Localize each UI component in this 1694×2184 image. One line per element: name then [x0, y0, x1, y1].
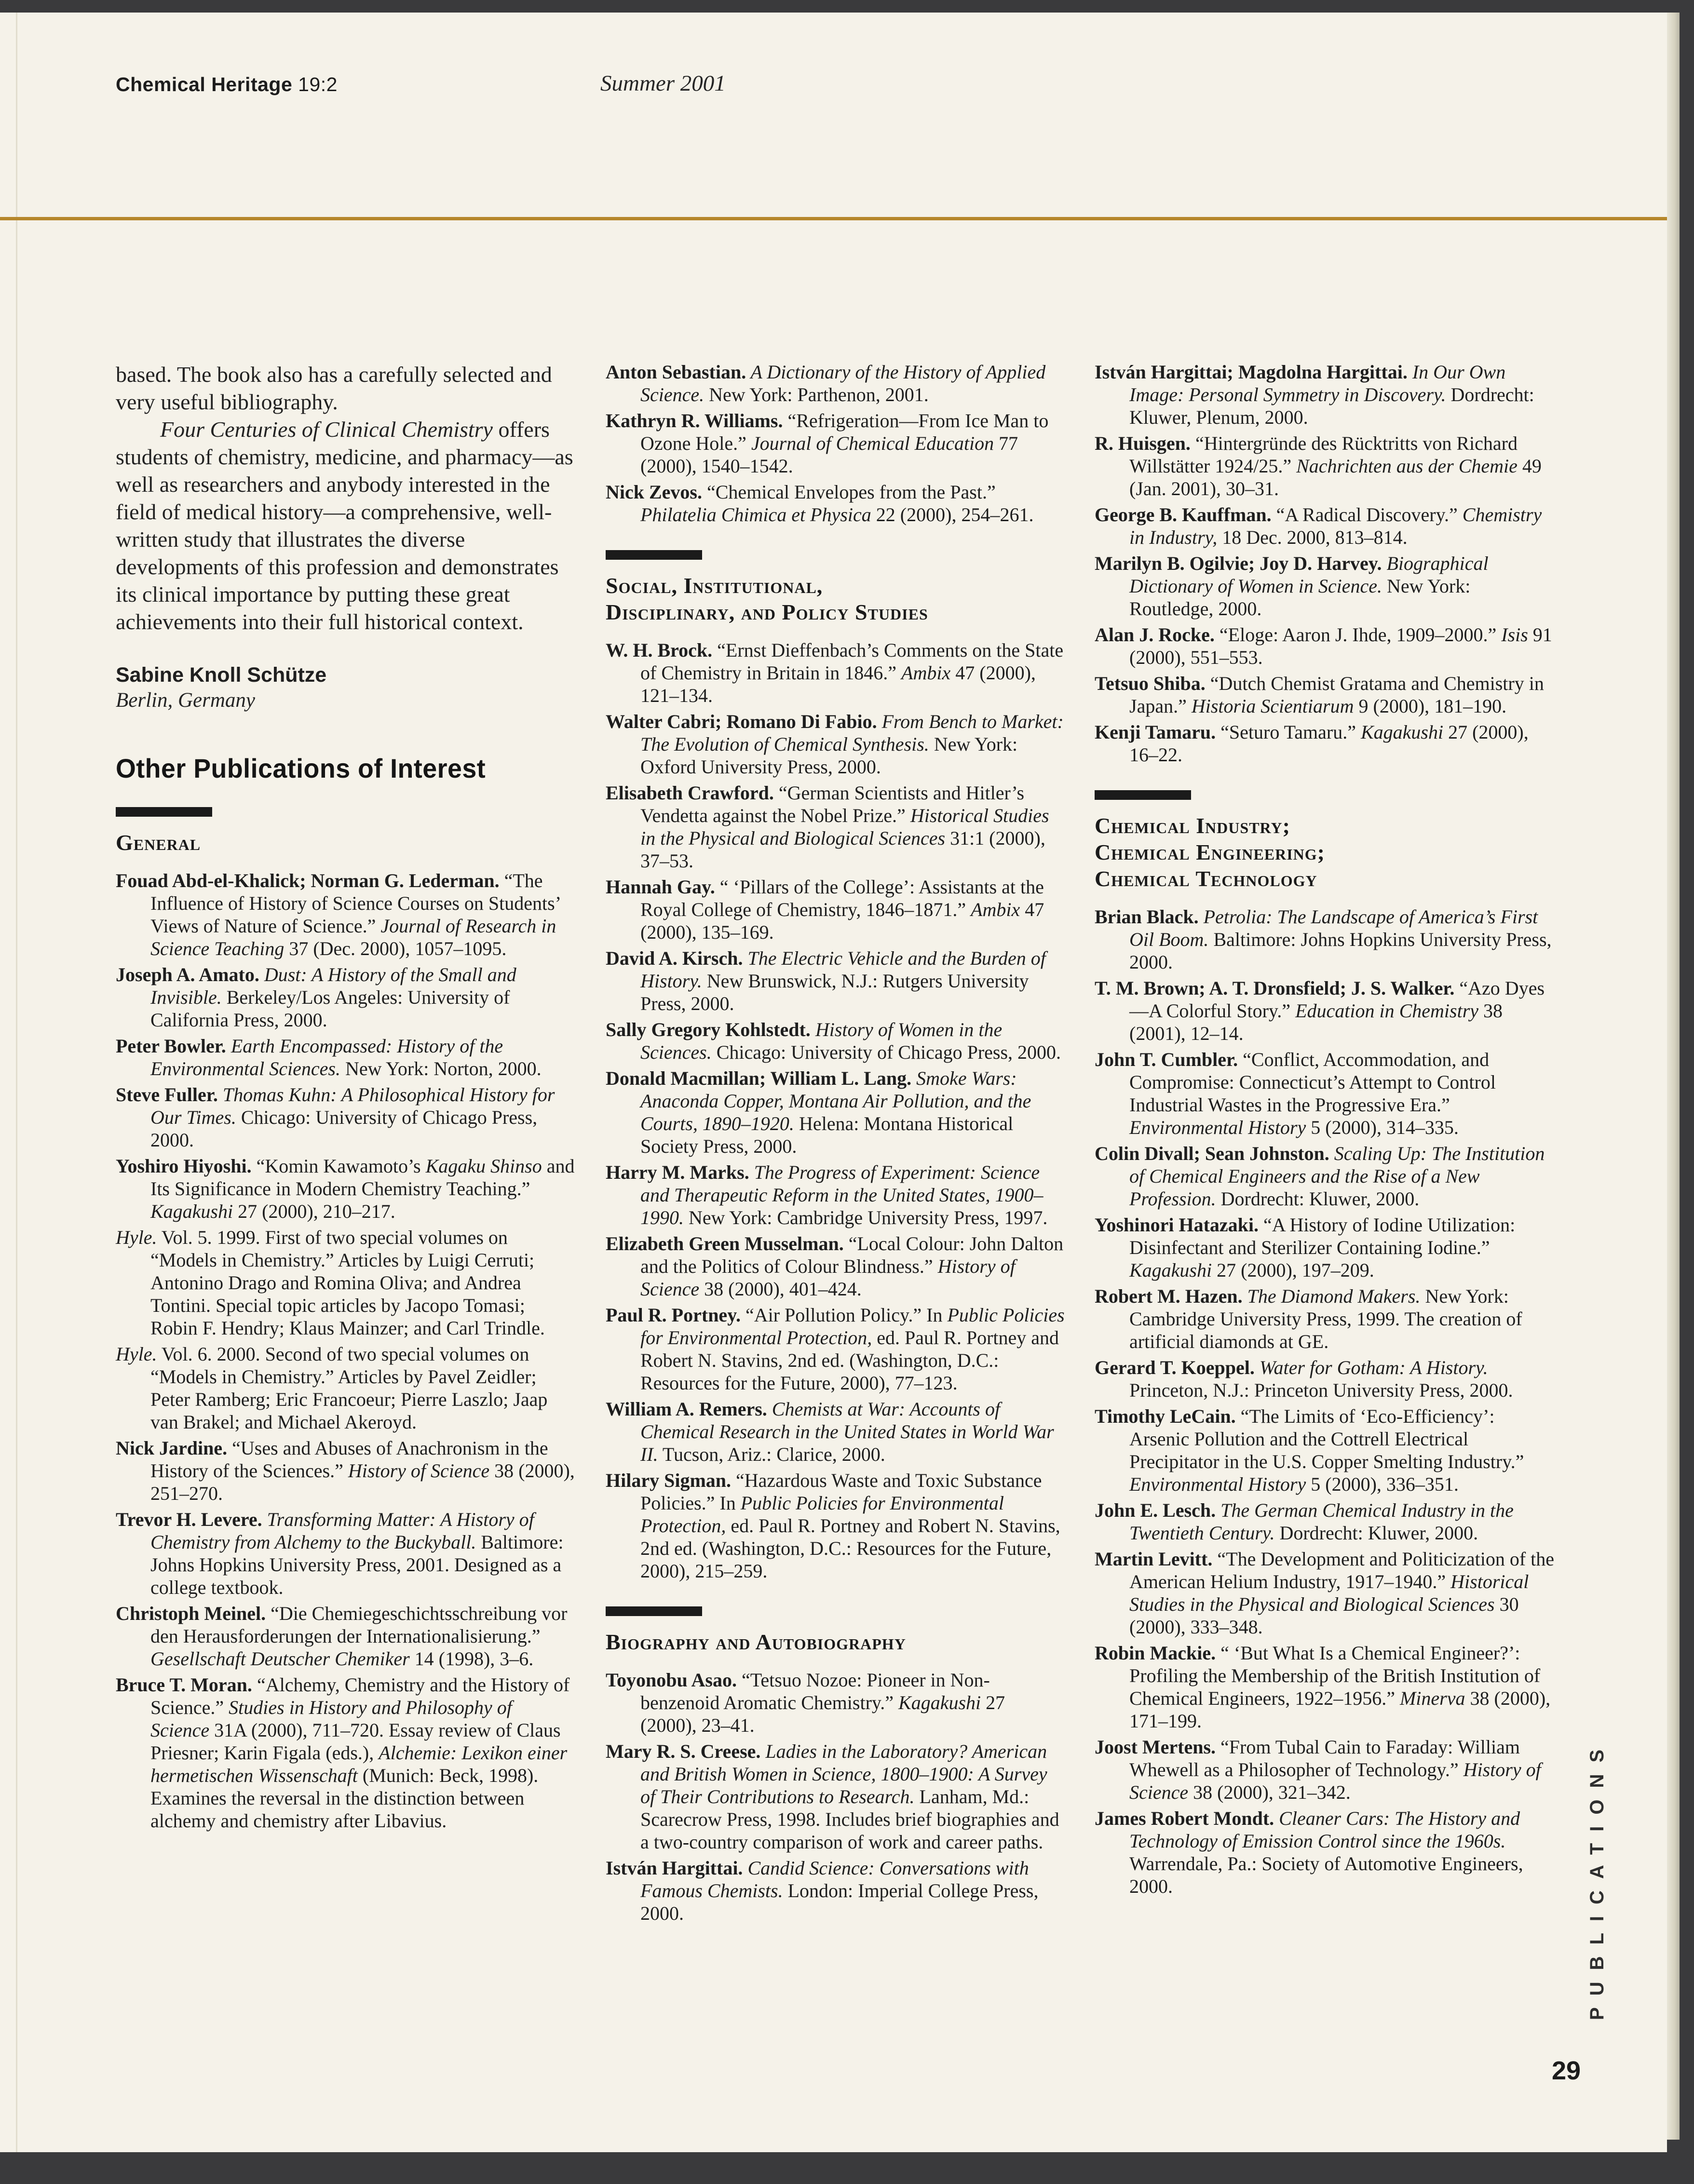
entry-text: 38 (2000), 171–199.: [1129, 1687, 1551, 1732]
entry-text: 27 (2000), 197–209.: [1212, 1259, 1374, 1281]
entry-work-title: Chemistry in Industry,: [1129, 504, 1542, 548]
bibliography-entry: [1095, 977, 1557, 1045]
entry-author: Donald Macmillan; William L. Lang.: [606, 1067, 912, 1089]
entry-author: Robin Mackie.: [1095, 1642, 1216, 1664]
entry-text: Lanham, Md.: Scarecrow Press, 1998. Includes brief biographies and a two-country comparison of work and career paths.: [640, 1786, 1059, 1853]
entry-text: Vol. 6. 2000. Second of two special volumes on “Models in Chemistry.” Articles by Pavel Zeidler; Peter Ramberg; Eric Francoeur; Pierre Laszlo; Jaap van Brakel; and Michael Akeroyd.: [150, 1343, 548, 1433]
entry-text: “Hazardous Waste and Toxic Substance Policies.” In: [640, 1469, 1042, 1514]
entry-text: 27 (2000), 210–217.: [233, 1200, 395, 1222]
entry-work-title: Historia Scientiarum: [1191, 695, 1354, 717]
entry-work-title: Transforming Matter: A History of Chemistry from Alchemy to the Buckyball.: [150, 1509, 534, 1553]
entry-author: Elisabeth Crawford.: [606, 782, 774, 804]
entry-text: Berkeley/Los Angeles: University of California Press, 2000.: [150, 986, 510, 1031]
reviewer-location: Berlin, Germany: [116, 689, 255, 712]
entry-author: Mary R. S. Creese.: [606, 1740, 761, 1762]
entry-work-title: History of Science: [1129, 1759, 1541, 1803]
entry-author: Gerard T. Koeppel.: [1095, 1357, 1255, 1378]
entry-text: Tucson, Ariz.: Clarice, 2000.: [658, 1443, 885, 1465]
entry-text: Baltimore: Johns Hopkins University Press, 2000.: [1129, 929, 1552, 973]
entry-author: Yoshinori Hatazaki.: [1095, 1214, 1259, 1236]
entry-work-title: Kagaku Shinso: [425, 1155, 542, 1177]
entry-text: ed. Paul R. Portney and Robert N. Stavins, 2nd ed. (Washington, D.C.: Resources for the Future, 2000), 77–123.: [640, 1327, 1059, 1394]
entry-work-title: Alchemie: Lexikon einer hermetischen Wissenschaft: [150, 1742, 568, 1786]
column-middle: [606, 361, 1065, 1928]
entry-author: Steve Fuller.: [116, 1084, 218, 1105]
page-title: Other Publications of Interest: [116, 753, 486, 783]
bibliography-entry: [116, 1343, 575, 1433]
entry-author: Bruce T. Moran.: [116, 1674, 252, 1696]
entry-author: Colin Divall; Sean Johnston.: [1095, 1143, 1329, 1164]
entry-text: “Chemical Envelopes from the Past.”: [702, 481, 996, 503]
entry-text: “Dutch Chemist Gratama and Chemistry in Japan.”: [1129, 673, 1544, 717]
entry-text: New York: Parthenon, 2001.: [704, 384, 929, 405]
entry-work-title: Ladies in the Laboratory? American and British Women in Science, 1800–1900: A Survey of Their Contributions to Research.: [640, 1740, 1047, 1807]
bibliography-entry: [606, 409, 1065, 477]
entry-work-title: Kagakushi: [150, 1200, 233, 1222]
bibliography-entry: [1095, 503, 1557, 549]
page-surface: [0, 13, 1667, 2152]
entry-text: ed. Paul R. Portney and Robert N. Stavins, 2nd ed. (Washington, D.C.: Resources for the Future, 2000), 215–259.: [640, 1515, 1060, 1582]
entry-work-title: Historical Studies in the Physical and Biological Sciences: [640, 805, 1049, 849]
entry-text: 37 (Dec. 2000), 1057–1095.: [284, 938, 507, 959]
entry-text: Warrendale, Pa.: Society of Automotive Engineers, 2000.: [1129, 1853, 1523, 1897]
entry-text: New York: Routledge, 2000.: [1129, 575, 1471, 620]
entry-work-title: Historical Studies in the Physical and Biological Sciences: [1129, 1571, 1529, 1615]
entry-work-title: History of Science: [640, 1255, 1016, 1300]
text-segment: based. The book also has a carefully selected and very useful bibliography.: [116, 362, 552, 414]
section-heading-line: Chemical Industry;: [1095, 813, 1290, 838]
entry-text: 77 (2000), 1540–1542.: [640, 432, 1018, 477]
entry-author: Joost Mertens.: [1095, 1736, 1216, 1758]
entry-work-title: Studies in History and Philosophy of Science: [150, 1697, 512, 1741]
bibliography-entry: [1095, 1356, 1557, 1402]
entry-work-title: Journal of Research in Science Teaching: [150, 915, 556, 959]
entry-author: Joseph A. Amato.: [116, 964, 259, 985]
entry-work-title: Ambix: [901, 662, 951, 684]
bibliography-entry: [116, 1602, 575, 1670]
entry-author: Kathryn R. Williams.: [606, 410, 783, 431]
bibliography-entry: [606, 1304, 1065, 1394]
entry-work-title: Scaling Up: The Institution of Chemical Engineers and the Rise of a New Profession.: [1129, 1143, 1545, 1210]
bibliography-entry: [606, 1161, 1065, 1229]
entry-work-title: Gesellschaft Deutscher Chemiker: [150, 1648, 410, 1670]
entry-work-title: Public Policies for Environmental Protection,: [640, 1304, 1065, 1348]
entry-text: “Eloge: Aaron J. Ihde, 1909–2000.”: [1214, 624, 1502, 646]
section-heading: [606, 1606, 1065, 1655]
entry-work-title: Chemists at War: Accounts of Chemical Research in the United States in World War II.: [640, 1398, 1054, 1465]
entry-author: Peter Bowler.: [116, 1035, 226, 1057]
entry-author: Toyonobu Asao.: [606, 1669, 737, 1691]
entry-text: 30 (2000), 333–348.: [1129, 1593, 1519, 1638]
entry-work-title: Hyle.: [116, 1227, 157, 1248]
entry-text: 91 (2000), 551–553.: [1129, 624, 1552, 668]
entry-work-title: Public Policies for Environmental Protection,: [640, 1492, 1004, 1537]
page-number: 29: [1552, 2056, 1581, 2085]
bibliography-entry: [1095, 1142, 1557, 1210]
bibliography-entry: [606, 1669, 1065, 1737]
entry-author: Elizabeth Green Musselman.: [606, 1233, 844, 1254]
entry-text: and Its Significance in Modern Chemistry Teaching.”: [150, 1155, 575, 1200]
entry-work-title: From Bench to Market: The Evolution of Chemical Synthesis.: [640, 711, 1064, 755]
entry-author: Anton Sebastian.: [606, 361, 746, 383]
bibliography-entry: [116, 1508, 575, 1599]
entry-text: London: Imperial College Press, 2000.: [640, 1880, 1039, 1924]
entry-text: 27 (2000), 23–41.: [640, 1692, 1005, 1736]
entry-text: Chicago: University of Chicago Press, 2000.: [150, 1106, 538, 1151]
text-segment: offers students of chemistry, medicine, and pharmacy—as well as researchers and anybody interested in the field of medical history—a comprehensive, well-written study that illustrates the diverse developments of this profession and demonstrates its clinical importance by putting these great achievements into their full historical context.: [116, 417, 573, 634]
entry-text: (Munich: Beck, 1998). Examines the reversal in the distinction between alchemy and chemistry after Libavius.: [150, 1765, 539, 1832]
entry-text: 31A (2000), 711–720. Essay review of Claus Priesner; Karin Figala (eds.),: [150, 1719, 561, 1764]
entry-work-title: Smoke Wars: Anaconda Copper, Montana Air Pollution, and the Courts, 1890–1920.: [640, 1067, 1031, 1134]
entry-author: John T. Cumbler.: [1095, 1049, 1238, 1070]
entry-text: 38 (2000), 401–424.: [699, 1278, 862, 1300]
entry-work-title: Kagakushi: [1129, 1259, 1212, 1281]
entry-author: Tetsuo Shiba.: [1095, 673, 1206, 694]
bibliography-entry: [606, 481, 1065, 526]
entry-author: Fouad Abd-el-Khalick; Norman G. Lederman.: [116, 870, 500, 891]
entry-text: Princeton, N.J.: Princeton University Press, 2000.: [1129, 1379, 1513, 1401]
entry-text: 38 (2000), 321–342.: [1188, 1781, 1351, 1803]
entry-work-title: Environmental History: [1129, 1117, 1306, 1138]
entry-text: 31:1 (2000), 37–53.: [640, 827, 1045, 872]
column-left: [116, 361, 575, 1835]
entry-author: Kenji Tamaru.: [1095, 721, 1216, 743]
entry-text: Dordrecht: Kluwer, Plenum, 2000.: [1129, 384, 1534, 428]
bibliography-entry: [1095, 1285, 1557, 1353]
entry-author: Sally Gregory Kohlstedt.: [606, 1019, 811, 1040]
entry-author: Nick Jardine.: [116, 1437, 228, 1459]
entry-author: Walter Cabri; Romano Di Fabio.: [606, 711, 877, 732]
section-rule-bar: [116, 807, 212, 817]
bibliography-entry: [606, 1857, 1065, 1925]
entry-text: “Komin Kawamoto’s: [251, 1155, 426, 1177]
entry-work-title: A Dictionary of the History of Applied Science.: [640, 361, 1046, 405]
bibliography-entry: [606, 1469, 1065, 1582]
entry-work-title: Nachrichten aus der Chemie: [1296, 455, 1518, 477]
entry-text: Chicago: University of Chicago Press, 2000.: [711, 1041, 1061, 1063]
entry-work-title: History of Science: [348, 1460, 490, 1482]
entry-work-title: Cleaner Cars: The History and Technology of Emission Control since the 1960s.: [1129, 1807, 1520, 1852]
entry-author: George B. Kauffman.: [1095, 504, 1272, 526]
entry-author: John E. Lesch.: [1095, 1499, 1216, 1521]
entry-text: “Tetsuo Nozoe: Pioneer in Non-benzenoid Aromatic Chemistry.”: [640, 1669, 990, 1713]
entry-author: Yoshiro Hiyoshi.: [116, 1155, 252, 1177]
masthead: [116, 73, 338, 96]
section-heading: [116, 807, 575, 856]
reviewer-name: Sabine Knoll Schütze: [116, 663, 327, 687]
entry-work-title: Education in Chemistry: [1295, 1000, 1479, 1022]
gold-divider-rule: [0, 217, 1667, 220]
entry-author: István Hargittai.: [606, 1857, 743, 1879]
column-right: [1095, 361, 1557, 1901]
entry-author: Alan J. Rocke.: [1095, 624, 1215, 646]
entry-text: “Die Chemiegeschichtsschreibung vor den Herausforderungen der Internationalisierung.”: [150, 1603, 568, 1647]
entry-author: Robert M. Hazen.: [1095, 1285, 1243, 1307]
entry-work-title: The Progress of Experiment: Science and Therapeutic Reform in the United States, 1900–1990.: [640, 1161, 1044, 1228]
bibliography-entry: [606, 1232, 1065, 1300]
entry-text: Vol. 5. 1999. First of two special volumes on “Models in Chemistry.” Articles by Luigi Cerruti; Antonino Drago and Romina Oliva; and Andrea Tontini. Special topic articles by Jacopo Tomasi; Robin F. Hendry; Klaus Mainzer; and Carl Trindle.: [150, 1227, 545, 1339]
entry-text: Helena: Montana Historical Society Press, 2000.: [640, 1113, 1014, 1157]
entry-work-title: Earth Encompassed: History of the Environmental Sciences.: [150, 1035, 503, 1079]
bibliography-entry: [606, 361, 1065, 406]
entry-author: Hannah Gay.: [606, 876, 715, 898]
entry-text: 38 (2001), 12–14.: [1129, 1000, 1503, 1044]
bibliography-entry: [1095, 1405, 1557, 1496]
entry-work-title: History of Women in the Sciences.: [640, 1019, 1003, 1063]
section-heading-line: Social, Institutional,: [606, 573, 823, 598]
section-side-label: PUBLICATIONS: [1586, 1738, 1608, 2020]
section-heading: [606, 550, 1065, 625]
entry-work-title: The German Chemical Industry in the Twentieth Century.: [1129, 1499, 1514, 1544]
bibliography-entry: [606, 1067, 1065, 1158]
entry-text: “ ‘But What Is a Chemical Engineer?’: Profiling the Membership of the British Institution of Chemical Engineers, 1922–1956.”: [1129, 1642, 1541, 1709]
entry-text: “Conflict, Accommodation, and Compromise: Connecticut’s Attempt to Control Industrial Wastes in the Progressive Era.”: [1129, 1049, 1496, 1116]
entry-text: 22 (2000), 254–261.: [871, 504, 1034, 526]
entry-author: Christoph Meinel.: [116, 1603, 266, 1624]
journal-issue: 19:2: [298, 73, 338, 95]
entry-text: “Uses and Abuses of Anachronism in the History of the Sciences.”: [150, 1437, 548, 1482]
entry-text: “German Scientists and Hitler’s Vendetta against the Nobel Prize.”: [640, 782, 1025, 826]
entry-author: Brian Black.: [1095, 906, 1199, 928]
entry-text: New York: Oxford University Press, 2000.: [640, 733, 1018, 778]
entry-author: R. Huisgen.: [1095, 432, 1191, 454]
bibliography-entry: [1095, 552, 1557, 620]
entry-text: “From Tubal Cain to Faraday: William Whewell as a Philosopher of Technology.”: [1129, 1736, 1520, 1780]
bibliography-entry: [606, 710, 1065, 778]
entry-work-title: The Electric Vehicle and the Burden of History.: [640, 947, 1046, 992]
entry-text: “The Influence of History of Science Courses on Students’ Views of Nature of Science.”: [150, 870, 560, 937]
entry-text: “Local Colour: John Dalton and the Politics of Colour Blindness.”: [640, 1233, 1064, 1277]
entry-text: “Seturo Tamaru.”: [1216, 721, 1361, 743]
section-rule-bar: [606, 550, 702, 560]
entry-text: “Hintergründe des Rücktritts von Richard Willstätter 1924/25.”: [1129, 432, 1518, 477]
bibliography-entry: [116, 1155, 575, 1223]
entry-text: Dordrecht: Kluwer, 2000.: [1216, 1188, 1420, 1210]
bibliography-entry: [116, 963, 575, 1031]
bibliography-entry: [1095, 905, 1557, 973]
section-heading-line: Disciplinary, and Policy Studies: [606, 600, 928, 624]
bibliography-entry: [1095, 721, 1557, 766]
entry-author: Nick Zevos.: [606, 481, 702, 503]
entry-work-title: Candid Science: Conversations with Famous Chemists.: [640, 1857, 1029, 1901]
entry-work-title: Journal of Chemical Education: [751, 432, 994, 454]
bibliography-entry: [116, 1083, 575, 1151]
entry-text: 47 (2000), 135–169.: [640, 899, 1044, 943]
entry-work-title: Hyle.: [116, 1343, 157, 1365]
entry-work-title: Kagakushi: [898, 1692, 981, 1713]
bibliography-entry: [1095, 1642, 1557, 1732]
entry-text: Dordrecht: Kluwer, 2000.: [1274, 1522, 1478, 1544]
entry-text: “A History of Iodine Utilization: Disinfectant and Sterilizer Containing Iodine.”: [1129, 1214, 1516, 1258]
entry-text: 27 (2000), 16–22.: [1129, 721, 1529, 766]
entry-author: Harry M. Marks.: [606, 1161, 749, 1183]
intro-paragraph: [116, 361, 575, 416]
entry-author: Timothy LeCain.: [1095, 1405, 1236, 1427]
entry-work-title: Minerva: [1399, 1687, 1465, 1709]
bibliography-entry: [1095, 1736, 1557, 1804]
entry-work-title: Water for Gotham: A History.: [1254, 1357, 1488, 1378]
entry-author: Marilyn B. Ogilvie; Joy D. Harvey.: [1095, 553, 1382, 574]
bibliography-entry: [606, 1018, 1065, 1064]
entry-text: “A Radical Discovery.”: [1271, 504, 1463, 526]
bibliography-entry: [116, 1673, 575, 1832]
entry-text: New York: Cambridge University Press, 1997.: [684, 1207, 1048, 1228]
bibliography-entry: [606, 639, 1065, 707]
entry-work-title: Thomas Kuhn: A Philosophical History for Our Times.: [150, 1084, 555, 1128]
entry-work-title: Dust: A History of the Small and Invisible.: [150, 964, 516, 1008]
bibliography-entry: [1095, 1048, 1557, 1139]
entry-text: 18 Dec. 2000, 813–814.: [1217, 526, 1408, 548]
entry-work-title: Petrolia: The Landscape of America’s First Oil Boom.: [1129, 906, 1538, 950]
entry-author: Hilary Sigman.: [606, 1469, 732, 1491]
entry-text: 9 (2000), 181–190.: [1354, 695, 1507, 717]
entry-text: “Ernst Dieffenbach’s Comments on the State of Chemistry in Britain in 1846.”: [640, 639, 1064, 684]
entry-author: Martin Levitt.: [1095, 1548, 1213, 1570]
bibliography-entry: [606, 1740, 1065, 1853]
bibliography-entry: [1095, 623, 1557, 669]
entry-text: 38 (2000), 251–270.: [150, 1460, 575, 1504]
bibliography-entry: [1095, 432, 1557, 500]
bibliography-entry: [1095, 1213, 1557, 1281]
text-segment: Four Centuries of Clinical Chemistry: [160, 417, 493, 442]
page-crease-line: [16, 13, 17, 2152]
section-heading: [1095, 790, 1557, 892]
entry-text: “The Development and Politicization of the American Helium Industry, 1917–1940.”: [1129, 1548, 1555, 1592]
bibliography-entry: [116, 1226, 575, 1339]
entry-text: “Air Pollution Policy.” In: [740, 1304, 948, 1326]
entry-text: New York: Cambridge University Press, 1999. The creation of artificial diamonds at GE.: [1129, 1285, 1522, 1352]
entry-author: Trevor H. Levere.: [116, 1509, 262, 1530]
entry-text: “ ‘Pillars of the College’: Assistants at the Royal College of Chemistry, 1846–1871.”: [640, 876, 1044, 920]
entry-work-title: Environmental History: [1129, 1473, 1306, 1495]
page-stack-edge: [1667, 13, 1680, 2140]
section-heading-line: Biography and Autobiography: [606, 1630, 906, 1654]
bibliography-entry: [1095, 1807, 1557, 1898]
entry-text: New York: Norton, 2000.: [340, 1058, 542, 1079]
entry-work-title: Kagakushi: [1360, 721, 1444, 743]
intro-paragraph: [116, 416, 575, 635]
entry-author: István Hargittai; Magdolna Hargittai.: [1095, 361, 1408, 383]
entry-author: James Robert Mondt.: [1095, 1807, 1274, 1829]
entry-text: “Azo Dyes—A Colorful Story.”: [1129, 977, 1545, 1022]
section-rule-bar: [1095, 790, 1191, 800]
entry-text: 5 (2000), 314–335.: [1306, 1117, 1459, 1138]
entry-text: Baltimore: Johns Hopkins University Press, 2001. Designed as a college textbook.: [150, 1531, 564, 1598]
bibliography-entry: [606, 1398, 1065, 1466]
bibliography-entry: [606, 782, 1065, 872]
entry-work-title: Isis: [1501, 624, 1528, 646]
entry-author: T. M. Brown; A. T. Dronsfield; J. S. Walker.: [1095, 977, 1455, 999]
entry-text: 14 (1998), 3–6.: [409, 1648, 534, 1670]
bibliography-entry: [116, 1035, 575, 1080]
bibliography-entry: [1095, 1499, 1557, 1544]
bibliography-entry: [606, 947, 1065, 1015]
bibliography-entry: [1095, 361, 1557, 429]
section-heading-line: General: [116, 830, 201, 855]
section-rule-bar: [606, 1606, 702, 1616]
entry-text: 47 (2000), 121–134.: [640, 662, 1036, 706]
entry-text: 49 (Jan. 2001), 30–31.: [1129, 455, 1542, 499]
entry-work-title: The Diamond Makers.: [1242, 1285, 1421, 1307]
entry-text: “The Limits of ‘Eco-Efficiency’: Arsenic Pollution and the Cottrell Electrical Precipitator in the U.S. Copper Smelting Industry.”: [1129, 1405, 1524, 1472]
bibliography-entry: [116, 869, 575, 960]
entry-work-title: Philatelia Chimica et Physica: [640, 504, 871, 526]
entry-text: “Alchemy, Chemistry and the History of Science.”: [150, 1674, 570, 1718]
entry-work-title: Biographical Dictionary of Women in Science.: [1129, 553, 1489, 597]
section-heading-line: Chemical Engineering;: [1095, 840, 1325, 864]
journal-title: Chemical Heritage: [116, 73, 293, 95]
entry-text: 5 (2000), 336–351.: [1306, 1473, 1459, 1495]
entry-author: David A. Kirsch.: [606, 947, 743, 969]
bibliography-entry: [1095, 1548, 1557, 1638]
entry-author: Paul R. Portney.: [606, 1304, 741, 1326]
section-heading-line: Chemical Technology: [1095, 866, 1317, 891]
bibliography-entry: [1095, 672, 1557, 717]
entry-author: W. H. Brock.: [606, 639, 713, 661]
bibliography-entry: [116, 1437, 575, 1505]
entry-work-title: Ambix: [971, 899, 1020, 920]
entry-text: “Refrigeration—From Ice Man to Ozone Hole.”: [640, 410, 1049, 454]
entry-work-title: In Our Own Image: Personal Symmetry in Discovery.: [1129, 361, 1506, 405]
entry-text: New Brunswick, N.J.: Rutgers University Press, 2000.: [640, 970, 1029, 1014]
entry-author: William A. Remers.: [606, 1398, 767, 1420]
issue-season: Summer 2001: [600, 71, 726, 96]
bibliography-entry: [606, 876, 1065, 944]
